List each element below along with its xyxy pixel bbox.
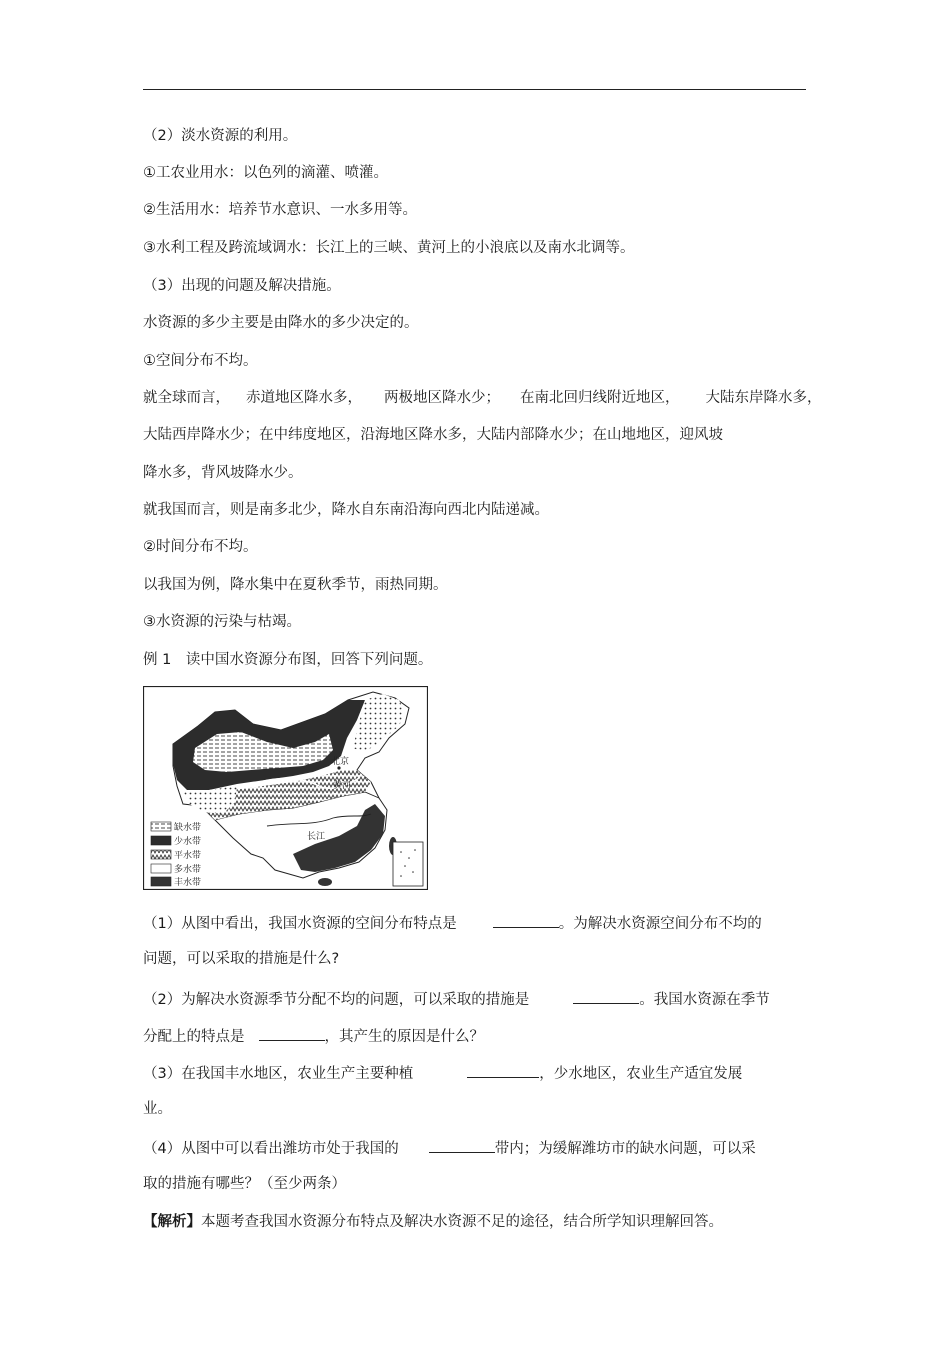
text-line: 就我国而言，则是南多北少，降水自东南沿海向西北内陆递减。: [143, 502, 549, 518]
question-text: 带内；为缓解潍坊市的缺水问题，可以采: [494, 1141, 756, 1157]
text-line: 水资源的多少主要是由降水的多少决定的。: [143, 315, 419, 331]
analysis: [143, 1212, 723, 1232]
text-line: （3）出现的问题及解决措施。: [143, 278, 341, 294]
question-4: [143, 1137, 756, 1159]
legend-label: 少水带: [174, 837, 202, 847]
text-line-global: [143, 388, 822, 408]
legend-label: 缺水带: [174, 823, 202, 833]
question-1: [143, 912, 762, 934]
question-text: （4）从图中可以看出潍坊市处于我国的: [143, 1141, 399, 1157]
question-1-cont: 问题，可以采取的措施是什么?: [143, 951, 340, 967]
header-rule: [143, 89, 806, 90]
answer-blank[interactable]: [429, 1137, 495, 1153]
question-text: （1）从图中看出，我国水资源的空间分布特点是: [143, 916, 457, 932]
legend-label: 平水带: [174, 851, 202, 861]
text-segment: 大陆东岸降水多，: [705, 390, 822, 406]
text-segment: 赤道地区降水多，: [246, 390, 362, 406]
question-text: ，少水地区，农业生产适宜发展: [539, 1066, 743, 1082]
question-3: [143, 1062, 742, 1084]
analysis-tag: 【解析】: [143, 1214, 201, 1230]
text-line: ③水利工程及跨流域调水：长江上的三峡、黄河上的小浪底以及南水北调等。: [143, 240, 635, 256]
question-2: [143, 988, 770, 1010]
text-line: ③水资源的污染与枯竭。: [143, 614, 301, 630]
text-line: 以我国为例，降水集中在夏秋季节，雨热同期。: [143, 577, 448, 593]
answer-blank[interactable]: [259, 1025, 325, 1041]
map-label-beijing: 北京: [331, 757, 350, 767]
answer-blank[interactable]: [573, 988, 639, 1004]
question-text: （3）在我国丰水地区，农业生产主要种植: [143, 1066, 414, 1082]
text-segment: 两极地区降水少；: [384, 390, 500, 406]
text-line: 降水多，背风坡降水少。: [143, 465, 303, 481]
question-text: 。为解决水资源空间分布不均的: [558, 916, 762, 932]
text-segment: 就全球而言，: [143, 390, 230, 406]
map-label-huanghe: 黄河: [333, 781, 352, 791]
legend-label: 多水带: [174, 865, 202, 875]
china-water-resource-map: [143, 686, 428, 890]
analysis-text: 本题考查我国水资源分布特点及解决水资源不足的途径，结合所学知识理解回答。: [201, 1214, 723, 1230]
map-label-changjiang: 长江: [307, 832, 326, 842]
question-text: 。我国水资源在季节: [639, 992, 770, 1008]
question-4-cont: 取的措施有哪些？（至少两条）: [143, 1176, 346, 1192]
text-segment: 在南北回归线附近地区，: [520, 390, 680, 406]
question-text: ，其产生的原因是什么？: [324, 1029, 484, 1045]
question-text: 分配上的特点是: [143, 1029, 245, 1045]
text-line: ②时间分布不均。: [143, 539, 258, 555]
legend-label: 丰水带: [174, 878, 202, 888]
question-text: （2）为解决水资源季节分配不均的问题，可以采取的措施是: [143, 992, 530, 1008]
question-2-cont: [143, 1025, 484, 1047]
map-legend: [151, 821, 201, 888]
text-line: 大陆西岸降水少；在中纬度地区，沿海地区降水多，大陆内部降水少；在山地地区，迎风坡: [143, 427, 723, 443]
text-line: ②生活用水：培养节水意识、一水多用等。: [143, 202, 417, 218]
text-line: ①工农业用水：以色列的滴灌、喷灌。: [143, 165, 388, 181]
text-line: ①空间分布不均。: [143, 353, 258, 369]
answer-blank[interactable]: [467, 1062, 539, 1078]
question-3-cont: 业。: [143, 1101, 172, 1117]
answer-blank[interactable]: [493, 912, 559, 928]
text-line: （2）淡水资源的利用。: [143, 128, 298, 144]
example-heading: 例 1 读中国水资源分布图，回答下列问题。: [143, 652, 433, 668]
